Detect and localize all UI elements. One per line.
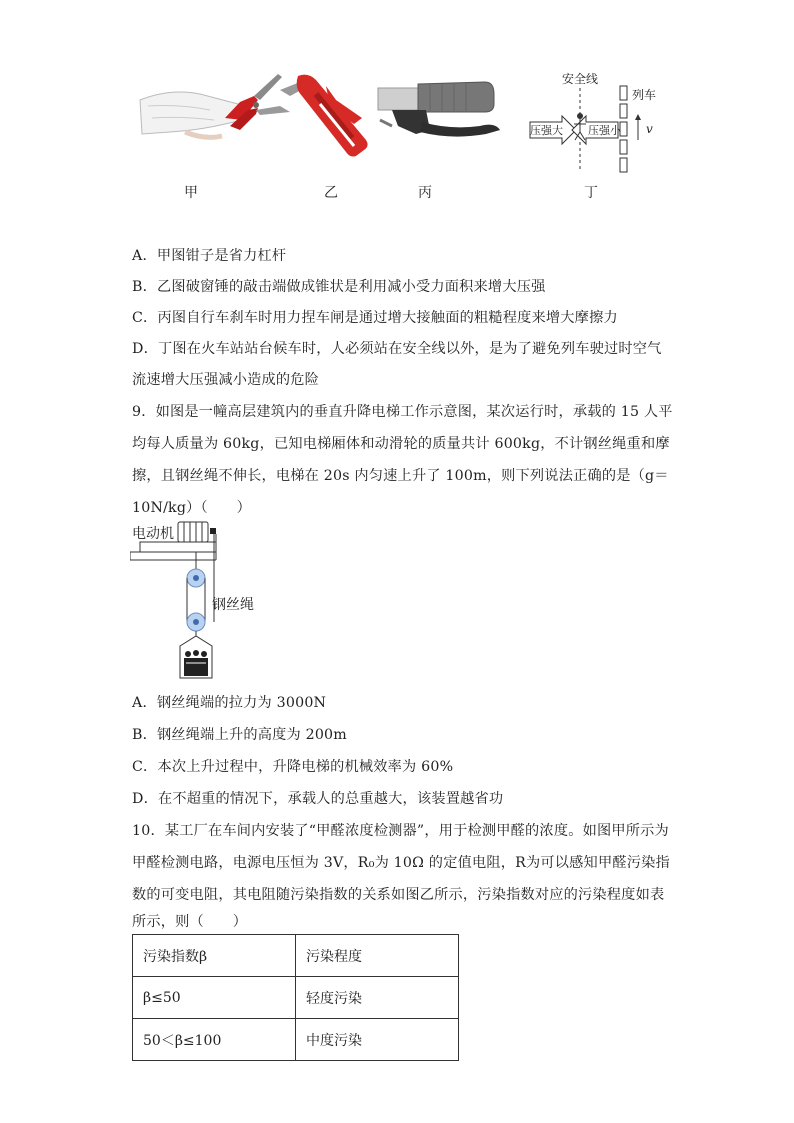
q8-option-d-cont: 流速增大压强减小造成的危险 (132, 372, 320, 388)
motor-label: 电动机 (132, 526, 174, 542)
table-cell: 50＜β≤100 (133, 1019, 296, 1061)
q10-stem-1: 10．某工厂在车间内安装了“甲醛浓度检测器”，用于检测甲醛的浓度。如图甲所示为 (132, 823, 669, 839)
table-row (133, 1019, 459, 1061)
table-row (133, 977, 459, 1019)
safety-hammer-figure (280, 75, 368, 157)
q9-stem-4: 10N/kg）（ ） (132, 500, 251, 516)
safety-line-label: 安全线 (562, 72, 599, 86)
q10-stem-3: 数的可变电阻，其电阻随污染指数的关系如图乙所示，污染指数对应的污染程度如表 (132, 887, 665, 903)
pliers-figure (140, 74, 290, 137)
table-cell: 轻度污染 (296, 977, 459, 1019)
brake-lever-figure (378, 82, 500, 137)
q9-stem-1: 9．如图是一幢高层建筑内的垂直升降电梯工作示意图，某次运行时，承载的 15 人平 (132, 404, 673, 420)
q9-option-a: A．钢丝绳端的拉力为 3000N (132, 695, 327, 711)
pollution-table (132, 934, 459, 1061)
table-header-cell: 污染指数β (133, 935, 296, 977)
q9-stem-3: 擦，且钢丝绳不伸长，电梯在 20s 内匀速上升了 100m，则下列说法正确的是（g＝ (132, 468, 669, 484)
q9-option-c: C．本次上升过程中，升降电梯的机械效率为 60% (132, 759, 454, 775)
q9-stem-2: 均每人质量为 60kg，已知电梯厢体和动滑轮的质量共计 600kg，不计钢丝绳重和摩 (132, 436, 670, 452)
q10-stem-2: 甲醛检测电路，电源电压恒为 3V，R₀为 10Ω 的定值电阻，R为可以感知甲醛污染指 (132, 855, 670, 871)
caption-jia: 甲 (184, 185, 198, 201)
caption-bing: 丙 (418, 185, 432, 201)
table-cell: 中度污染 (296, 1019, 459, 1061)
q8-option-b: B．乙图破窗锤的敲击端做成锥状是利用减小受力面积来增大压强 (132, 279, 546, 295)
q8-option-d: D．丁图在火车站站台候车时，人必须站在安全线以外，是为了避免列车驶过时空气 (132, 341, 662, 357)
table-header-row (133, 935, 459, 977)
table-header-cell: 污染程度 (296, 935, 459, 977)
train-label: 列车 (632, 88, 657, 102)
q8-option-a: A．甲图钳子是省力杠杆 (132, 248, 287, 264)
caption-yi: 乙 (324, 185, 338, 201)
q10-stem-4: 所示，则（ ） (132, 914, 248, 930)
q9-option-d: D．在不超重的情况下，承载人的总重越大，该装置越省功 (132, 791, 504, 807)
pressure-large-label: 压强大 (530, 124, 563, 137)
q9-option-b: B．钢丝绳端上升的高度为 200m (132, 727, 347, 743)
velocity-label: v (646, 122, 653, 136)
q8-option-c: C．丙图自行车刹车时用力捏车闸是通过增大接触面的粗糙程度来增大摩擦力 (132, 310, 618, 326)
pressure-small-label: 压强小 (588, 124, 621, 137)
table-cell: β≤50 (133, 977, 296, 1019)
rope-label: 钢丝绳 (212, 597, 254, 613)
caption-ding: 丁 (584, 185, 598, 201)
